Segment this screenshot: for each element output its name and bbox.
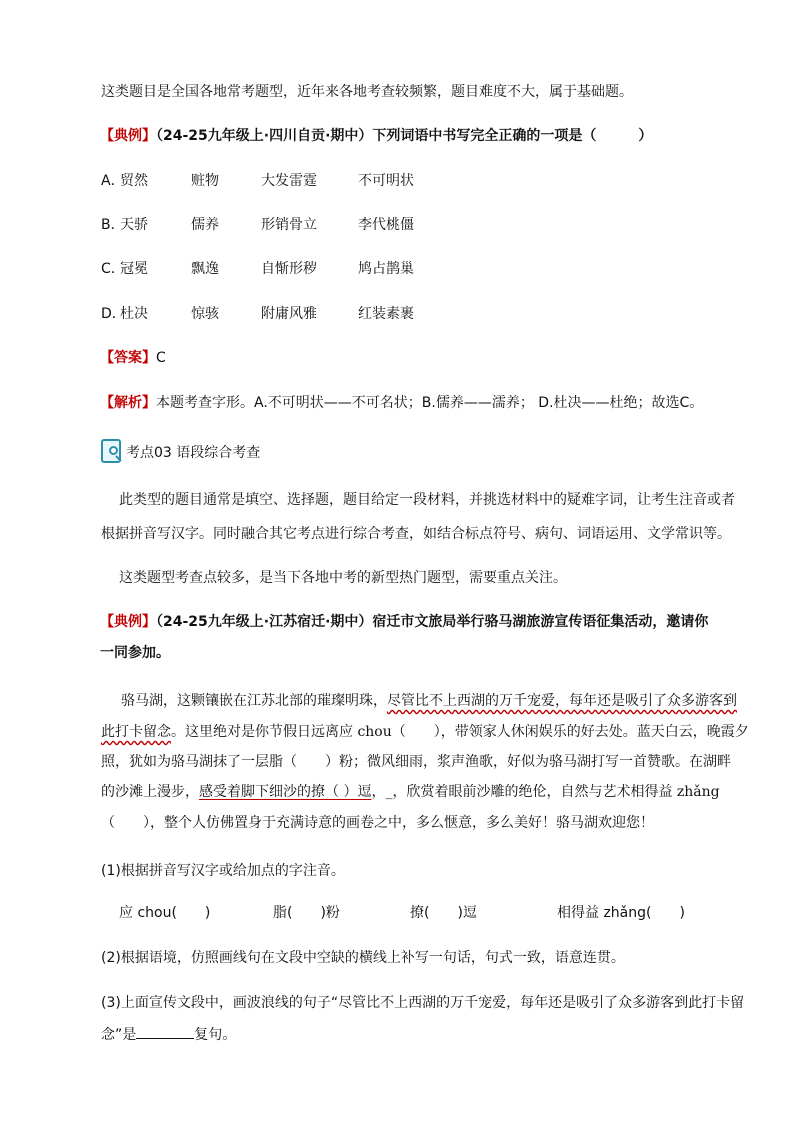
q1-item: 应 chou( ) (119, 905, 211, 921)
analysis-tag: 【解析】 (100, 395, 156, 411)
example2-question-line2: 一同参加。 (100, 645, 170, 661)
option-word: 李代桃僵 (358, 217, 414, 233)
option-word: 贸然 (120, 173, 148, 189)
question-1: (1)根据拼音写汉字或给加点的字注音。 (101, 863, 345, 879)
option-word: 儒养 (191, 217, 219, 233)
option-word: 赃物 (191, 173, 219, 189)
option-word: 鸠占鹊巢 (358, 261, 414, 277)
example1-answer (100, 348, 166, 368)
option-word: 惊骇 (191, 306, 219, 322)
section-desc-line2: 根据拼音写汉字。同时融合其它考点进行综合考查，如结合标点符号、病句、词语运用、文学常识等。 (101, 526, 731, 542)
passage-text: ，_，欣赏着眼前沙雕的绝伦，自然与艺术相得益 zhǎng (371, 784, 720, 800)
passage-line1 (121, 691, 737, 711)
passage-text: 的沙滩上漫步， (101, 784, 199, 800)
option-letter: C． (101, 261, 125, 277)
example1-tag: 【典例】 (100, 128, 156, 144)
analysis-text: 本题考查字形。A.不可明状——不可名状；B.儒养——濡养； D.杜决——杜绝；故选C。 (156, 395, 704, 411)
example2-source: （24-25九年级上·江苏宿迁·期中） (156, 614, 373, 630)
option-word: 杜决 (120, 306, 148, 322)
example1-header (100, 126, 652, 146)
option-word: 自惭形秽 (261, 261, 317, 277)
example1-question: 下列词语中书写完全正确的一项是（ ） (372, 128, 653, 144)
option-word: 附庸风雅 (261, 306, 317, 322)
option-word: 飘逸 (191, 261, 219, 277)
passage-text: 骆马湖，这颗镶嵌在江苏北部的璀璨明珠， (121, 693, 387, 709)
section-desc-line1: 此类型的题目通常是填空、选择题，题目给定一段材料，并挑选材料中的疑难字词，让考生注音或者 (119, 492, 735, 508)
q1-item: 撩( )逗 (410, 905, 477, 921)
passage-line2 (101, 722, 749, 742)
section-desc-line3: 这类题型考查点较多，是当下各地中考的新型热门题型，需要重点关注。 (119, 570, 567, 586)
magnifier-document-icon (101, 439, 121, 463)
passage-line4 (101, 782, 720, 802)
example2-tag: 【典例】 (100, 614, 156, 630)
q1-item: 脂( )粉 (273, 905, 340, 921)
option-word: 冠冕 (120, 261, 148, 277)
passage-text: 。这里绝对是你节假日远离应 chou（ ），带领家人休闲娱乐的好去处。蓝天白云，晚霞夕 (171, 724, 749, 740)
answer-value: C (156, 350, 166, 366)
underlined-sentence: 感受着脚下细沙的撩（ ）逗 (199, 784, 372, 800)
option-word: 不可明状 (358, 173, 414, 189)
question-3-line2 (101, 1024, 236, 1045)
passage-line5: （ ），整个人仿佛置身于充满诗意的画卷之中，多么惬意，多么美好！骆马湖欢迎您！ (101, 815, 654, 831)
option-letter: A． (101, 173, 125, 189)
option-letter: D． (101, 306, 126, 322)
section-title: 考点03 语段综合考查 (126, 445, 261, 461)
answer-tag: 【答案】 (100, 350, 156, 366)
option-word: 天骄 (120, 217, 148, 233)
intro-text: 这类题目是全国各地常考题型，近年来各地考查较频繁，题目难度不大，属于基础题。 (101, 84, 633, 100)
option-word: 形销骨立 (261, 217, 317, 233)
example2-question-line1: 宿迁市文旅局举行骆马湖旅游宣传语征集活动，邀请你 (372, 614, 709, 630)
q1-item: 相得益 zhǎng( ) (557, 905, 685, 921)
wavy-sentence: 尽管比不上西湖的万千宠爱，每年还是吸引了众多游客到 (387, 693, 737, 709)
option-letter: B． (101, 217, 125, 233)
wavy-sentence: 此打卡留念 (101, 724, 171, 740)
question-2: (2)根据语境，仿照画线句在文段中空缺的横线上补写一句话，句式一致，语意连贯。 (101, 950, 625, 966)
passage-line3: 照，犹如为骆马湖抹了一层脂（ ）粉；微风细雨，浆声渔歌，好似为骆马湖打写一首赞歌。在湖畔 (101, 754, 731, 770)
answer-blank[interactable] (136, 1024, 194, 1039)
q3-text: 复句。 (194, 1027, 237, 1043)
example1-source: （24-25九年级上·四川自贡·期中） (156, 128, 373, 144)
option-word: 红装素裹 (358, 306, 414, 322)
q3-text: 念”是 (101, 1027, 137, 1043)
option-word: 大发雷霆 (261, 173, 317, 189)
question-3-line1: (3)上面宣传文段中，画波浪线的句子“尽管比不上西湖的万千宠爱，每年还是吸引了众多游客到此打卡留 (101, 995, 745, 1011)
example2-header (100, 612, 708, 632)
example1-analysis (100, 393, 703, 413)
